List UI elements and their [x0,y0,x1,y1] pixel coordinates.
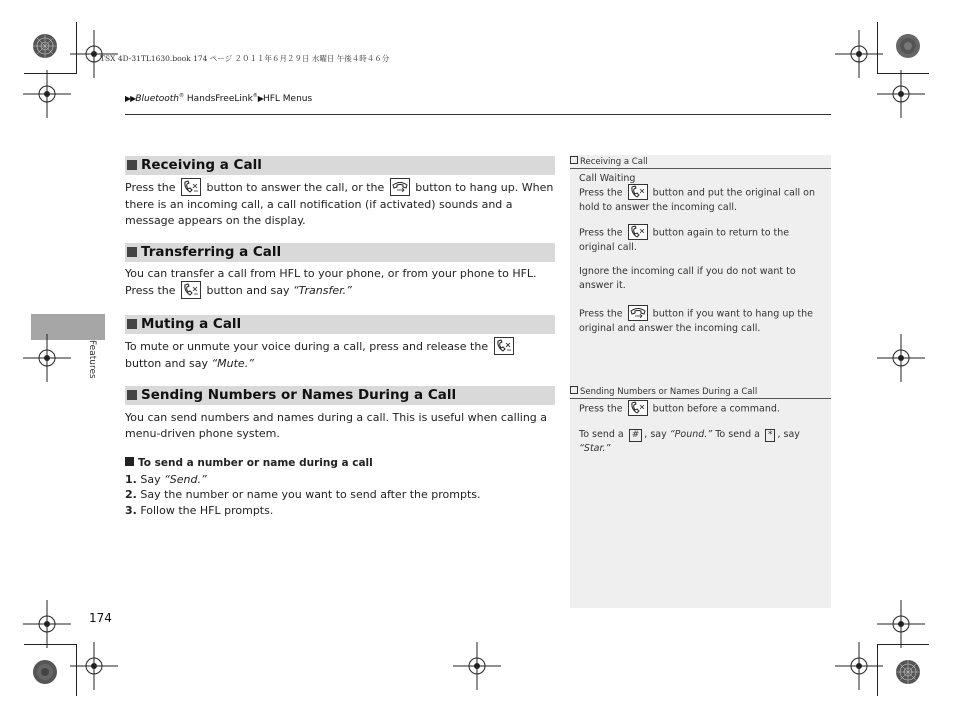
color-rosette-icon [32,33,58,59]
registration-mark-icon [835,642,883,690]
note-call-waiting: Call Waiting [579,173,636,184]
header-rule [125,114,831,115]
note-ref-icon [570,386,578,394]
section-header-muting [125,315,555,334]
square-bullet-icon [127,160,137,170]
sending-paragraph: You can send numbers and names during a call. This is useful when calling a menu-driven phone system. [125,411,548,440]
print-info: TSX 4D-31TL1630.book 174 ページ ２０１１年６月２９日 水曜日 午後４時４６分 [100,54,390,63]
breadcrumb-hfl-menus[interactable]: HFL Menus [262,94,313,104]
list-item: 3. Follow the HFL prompts. [125,503,274,517]
hangup-phone-icon [390,178,410,196]
pound-key: # [629,429,643,442]
square-bullet-icon [125,457,134,466]
color-rosette-icon [895,33,921,59]
receiving-paragraph: Press the button to answer the call, or the button to hang up. When there is an incoming call, a call notification (if activated) sounds and a message appears on the display. [125,179,555,228]
star-key: * [765,429,776,442]
side-tab-label: Features [87,340,97,379]
section-header-receiving [125,156,555,175]
note-paragraph: Ignore the incoming call if you do not want to answer it. [579,266,796,291]
breadcrumb-bluetooth[interactable]: Bluetooth [135,94,180,104]
registration-mark-icon [877,600,925,648]
registered-mark: ® [252,93,258,99]
color-rosette-icon [32,659,58,685]
registration-mark-icon [23,600,71,648]
pickup-phone-icon [628,184,648,200]
note-rule [570,398,831,399]
note-rule [570,168,831,169]
note-heading-sending: Sending Numbers or Names During a Call [570,386,757,397]
square-bullet-icon [127,247,137,257]
note-paragraph: Press the button and put the original call on hold to answer the incoming call. [579,185,824,215]
pickup-phone-icon [181,178,201,196]
notes-panel [570,155,831,608]
list-item: 1. Say “Send.” [125,472,207,486]
note-ref-icon [570,156,578,164]
registration-mark-icon [23,334,71,382]
registration-mark-icon [70,642,118,690]
section-title: Transferring a Call [141,244,282,260]
registration-mark-icon [877,334,925,382]
procedure-title: To send a number or name during a call [125,456,555,472]
note-paragraph: Press the button if you want to hang up the original and answer the incoming call. [579,306,824,336]
muting-paragraph: To mute or unmute your voice during a call, press and release the button and say “Mute.” [125,338,555,372]
pickup-phone-icon [181,281,201,299]
registration-mark-icon [877,70,925,118]
transferring-paragraph: You can transfer a call from HFL to your phone, or from your phone to HFL. Press the button and say “Transfer.” [125,267,537,297]
section-title: Muting a Call [141,316,242,332]
sending-procedure [125,456,555,518]
breadcrumb-arrow-icon: ▶ [257,94,263,103]
note-paragraph: To send a # , say “Pound.” To send a * , say “Star.” [579,429,800,454]
breadcrumb-handsfreelink[interactable]: HandsFreeLink [184,94,253,104]
color-rosette-icon [895,659,921,685]
registration-mark-icon [23,70,71,118]
note-paragraph: Press the button before a command. [579,401,824,417]
section-title: Sending Numbers or Names During a Call [141,387,457,403]
section-header-sending [125,386,555,405]
registered-mark: ® [179,93,185,99]
hangup-phone-icon [628,305,648,321]
square-bullet-icon [127,319,137,329]
pickup-phone-icon [628,224,648,240]
registration-mark-icon [70,30,118,78]
section-header-transferring [125,243,555,262]
page-number: 174 [89,611,112,625]
registration-mark-icon [835,30,883,78]
list-item: 2. Say the number or name you want to send after the prompts. [125,488,481,501]
pickup-phone-icon [494,337,514,355]
note-paragraph: Press the button again to return to the original call. [579,225,824,255]
square-bullet-icon [127,390,137,400]
registration-mark-icon [453,642,501,690]
breadcrumb-arrow-icon: ▶▶ [125,94,136,103]
breadcrumb [125,93,312,104]
note-heading-receiving: Receiving a Call [570,156,648,167]
pickup-phone-icon [628,400,648,416]
section-title: Receiving a Call [141,157,262,173]
